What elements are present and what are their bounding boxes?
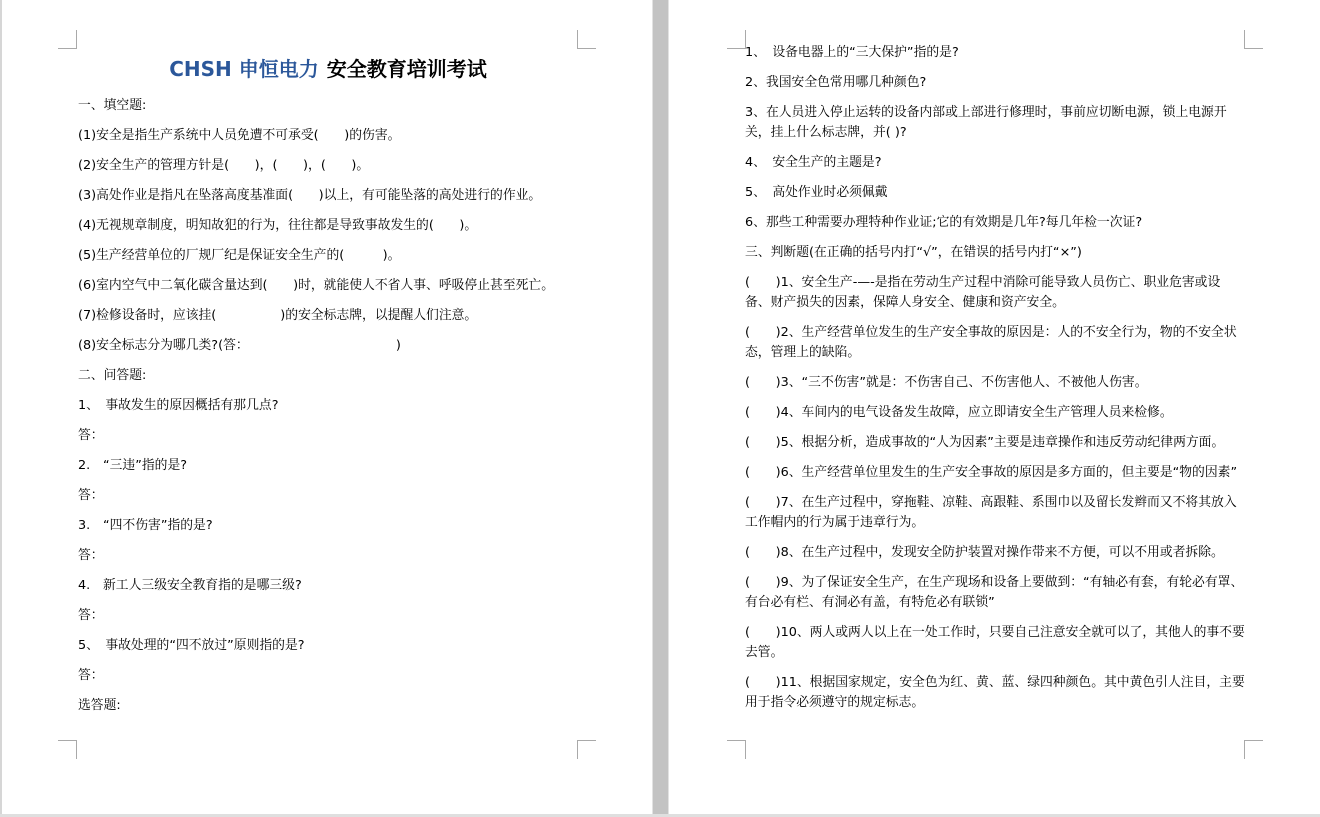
- paragraph[interactable]: 三、判断题(在正确的括号内打“√”，在错误的括号内打“×”): [745, 245, 1082, 260]
- document-title: [78, 52, 578, 86]
- title-subject: 安全教育培训考试: [326, 57, 487, 81]
- paragraph[interactable]: 4、 安全生产的主题是?: [745, 155, 882, 170]
- paragraph[interactable]: 答：: [78, 488, 104, 503]
- paragraph[interactable]: ( )3、“三不伤害”就是：不伤害自己、不伤害他人、不被他人伤害。: [745, 375, 1148, 390]
- page-2-paragraphs: [745, 43, 1245, 713]
- text-boundary-mark-top-left: [58, 30, 77, 49]
- page-gap-divider: [652, 0, 669, 817]
- paragraph[interactable]: ( )1、安全生产-—-是指在劳动生产过程中消除可能导致人员伤亡、职业危害或设备、财产损失的因素，保障人身安全、健康和资产安全。: [745, 275, 1221, 310]
- paragraph[interactable]: 二、问答题:: [78, 368, 147, 383]
- paragraph[interactable]: 答：: [78, 608, 104, 623]
- paragraph[interactable]: 一、填空题:: [78, 98, 147, 113]
- text-boundary-mark-top-right: [577, 30, 596, 49]
- paragraph[interactable]: 3、在人员进入停止运转的设备内部或上部进行修理时，事前应切断电源，锁上电源开关，挂上什么标志牌，并( )?: [745, 105, 1227, 140]
- text-boundary-mark-bottom-right: [577, 740, 596, 759]
- paragraph[interactable]: ( )6、生产经营单位里发生的生产安全事故的原因是多方面的，但主要是“物的因素”: [745, 465, 1238, 480]
- paragraph[interactable]: (7)检修设备时，应该挂( )的安全标志牌，以提醒人们注意。: [78, 308, 478, 323]
- paragraph[interactable]: ( )4、车间内的电气设备发生故障，应立即请安全生产管理人员来检修。: [745, 405, 1173, 420]
- text-boundary-mark-bottom-left: [58, 740, 77, 759]
- paragraph[interactable]: 6、那些工种需要办理特种作业证;它的有效期是几年?每几年检一次证?: [745, 215, 1143, 230]
- paragraph[interactable]: (4)无视规章制度，明知故犯的行为，往往都是导致事故发生的( )。: [78, 218, 478, 233]
- paragraph[interactable]: ( )8、在生产过程中，发现安全防护装置对操作带来不方便，可以不用或者拆除。: [745, 545, 1224, 560]
- paragraph[interactable]: 2. “三违”指的是?: [78, 458, 188, 473]
- paragraph[interactable]: ( )2、生产经营单位发生的生产安全事故的原因是：人的不安全行为，物的不安全状态，管理上的缺陷。: [745, 325, 1237, 360]
- paragraph[interactable]: 5、 事故处理的“四不放过”原则指的是?: [78, 638, 305, 653]
- paragraph[interactable]: ( )5、根据分析，造成事故的“人为因素”主要是违章操作和违反劳动纪律两方面。: [745, 435, 1225, 450]
- paragraph[interactable]: 选答题:: [78, 698, 121, 713]
- paragraph[interactable]: 3. “四不伤害”指的是?: [78, 518, 213, 533]
- paragraph[interactable]: 2、我国安全色常用哪几种颜色?: [745, 75, 927, 90]
- paragraph[interactable]: (2)安全生产的管理方针是( )，( )，( )。: [78, 158, 370, 173]
- text-boundary-mark-top-right: [1244, 30, 1263, 49]
- paragraph[interactable]: 答：: [78, 428, 104, 443]
- paragraph[interactable]: (8)安全标志分为哪几类?(答： ): [78, 338, 401, 353]
- paragraph[interactable]: ( )9、为了保证安全生产，在生产现场和设备上要做到：“有轴必有套，有轮必有罩、有台必有栏、有洞必有盖，有特危必有联锁”: [745, 575, 1244, 610]
- page-2-text-area[interactable]: [745, 43, 1245, 723]
- page-1[interactable]: [2, 0, 652, 814]
- text-boundary-mark-top-left: [727, 30, 746, 49]
- paragraph[interactable]: ( )7、在生产过程中，穿拖鞋、凉鞋、高跟鞋、系围巾以及留长发辫而又不将其放入工作帽内的行为属于违章行为。: [745, 495, 1237, 530]
- paragraph[interactable]: ( )11、根据国家规定，安全色为红、黄、蓝、绿四种颜色。其中黄色引人注目，主要用于指令必须遵守的规定标志。: [745, 675, 1245, 710]
- paragraph[interactable]: (5)生产经营单位的厂规厂纪是保证安全生产的( )。: [78, 248, 401, 263]
- page-1-paragraphs: [78, 96, 578, 716]
- paragraph[interactable]: (3)高处作业是指凡在坠落高度基准面( )以上，有可能坠落的高处进行的作业。: [78, 188, 542, 203]
- paragraph[interactable]: 1、 事故发生的原因概括有那几点?: [78, 398, 279, 413]
- text-boundary-mark-bottom-left: [727, 740, 746, 759]
- paragraph[interactable]: 4. 新工人三级安全教育指的是哪三级?: [78, 578, 302, 593]
- paragraph[interactable]: 答：: [78, 548, 104, 563]
- text-boundary-mark-bottom-right: [1244, 740, 1263, 759]
- paragraph[interactable]: (1)安全是指生产系统中人员免遭不可承受( )的伤害。: [78, 128, 401, 143]
- paragraph[interactable]: ( )10、两人或两人以上在一处工作时，只要自己注意安全就可以了，其他人的事不要去管。: [745, 625, 1245, 660]
- paragraph[interactable]: 1、 设备电器上的“三大保护”指的是?: [745, 45, 959, 60]
- paragraph[interactable]: 答：: [78, 668, 104, 683]
- page-1-text-area[interactable]: [78, 44, 578, 726]
- page-2[interactable]: [669, 0, 1320, 814]
- title-brand: CHSH 申恒电力: [169, 57, 319, 81]
- paragraph[interactable]: 5、 高处作业时必须佩戴: [745, 185, 888, 200]
- paragraph[interactable]: (6)室内空气中二氧化碳含量达到( )时，就能使人不省人事、呼吸停止甚至死亡。: [78, 278, 555, 293]
